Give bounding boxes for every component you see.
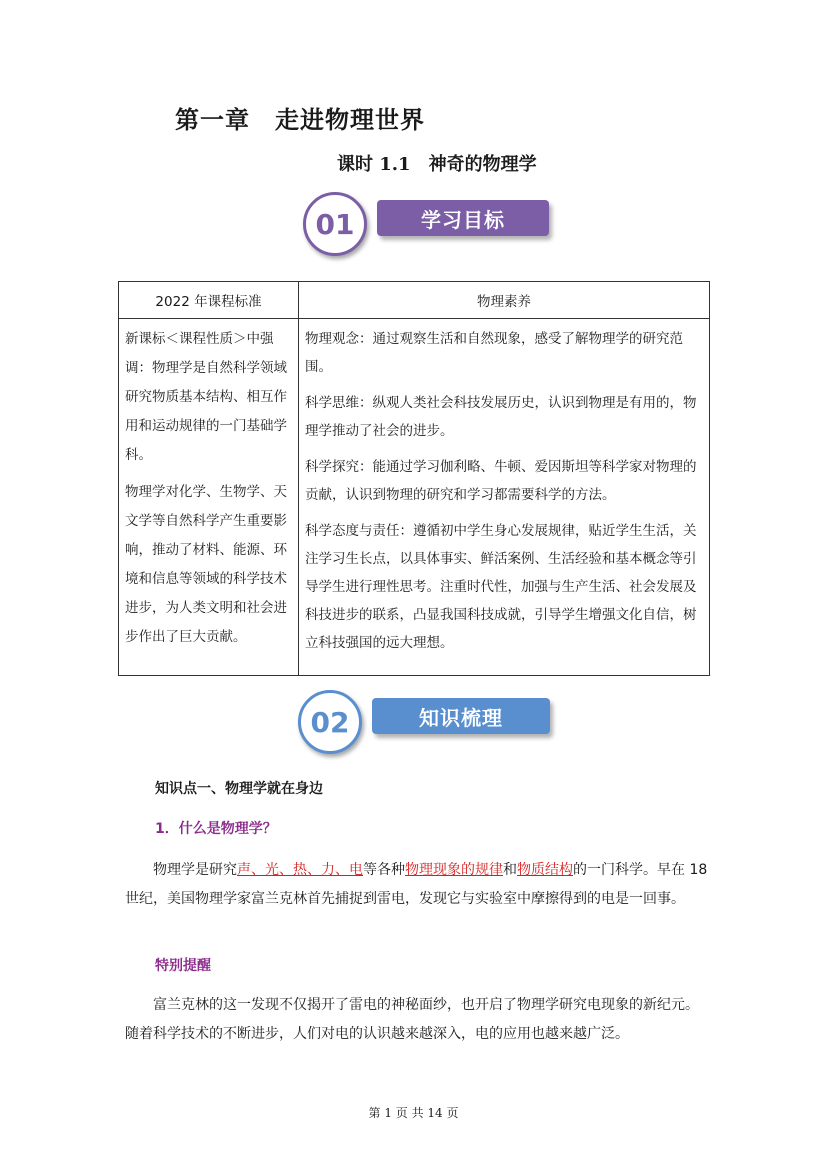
section-label: 知识梳理	[372, 698, 550, 734]
section-number-badge: 02	[298, 690, 362, 754]
standard-paragraph: 物理学对化学、生物学、天文学等自然科学产生重要影响，推动了材料、能源、环境和信息等领域的科学技术进步，为人类文明和社会进步作出了巨大贡献。	[125, 484, 287, 645]
text-run: 等各种	[363, 862, 405, 878]
section-banner-knowledge	[298, 690, 556, 754]
table-header-standard: 2022 年课程标准	[119, 282, 299, 319]
text-run: 的一门科学。早在 18 世纪，美国物理学家富兰克林首先捕捉到雷电，发现它与实验室中摩擦得到的电是一回事。	[125, 862, 708, 907]
section-label: 学习目标	[377, 200, 549, 236]
text-run: 和	[503, 862, 517, 878]
literacy-paragraph: 科学探究：能通过学习伽利略、牛顿、爱因斯坦等科学家对物理的贡献，认识到物理的研究和学习都需要科学的方法。	[305, 459, 697, 503]
curriculum-table	[118, 281, 710, 676]
literacy-paragraph: 物理观念：通过观察生活和自然现象，感受了解物理学的研究范围。	[305, 331, 683, 375]
highlighted-term: 物理现象的规律	[405, 862, 503, 878]
special-tip-label: 特别提醒	[155, 958, 211, 974]
highlighted-term: 物质结构	[517, 862, 573, 878]
knowledge-subheading: 1．什么是物理学？	[155, 821, 277, 837]
standard-paragraph: 新课标＜课程性质＞中强调：物理学是自然科学领域研究物质基本结构、相互作用和运动规律的一门基础学科。	[125, 331, 287, 463]
page-footer: 第 1 页 共 14 页	[368, 1106, 459, 1120]
table-header-row	[119, 282, 710, 319]
literacy-paragraph: 科学思维：纵观人类社会科技发展历史，认识到物理是有用的，物理学推动了社会的进步。	[305, 395, 697, 439]
chapter-title: 第一章 走进物理世界	[175, 105, 425, 134]
table-header-literacy: 物理素养	[299, 282, 710, 319]
knowledge-point-heading: 知识点一、物理学就在身边	[155, 781, 323, 797]
literacy-paragraph: 科学态度与责任：遵循初中学生身心发展规律，贴近学生生活，关注学习生长点，以具体事实、鲜活案例、生活经验和基本概念等引导学生进行理性思考。注重时代性，加强与生产生活、社会发展及科技进步的联系，凸显我国科技成就，引导学生增强文化自信，树立科技强国的远大理想。	[305, 523, 697, 651]
knowledge-paragraph	[125, 856, 710, 914]
section-number-badge: 01	[303, 192, 367, 256]
literacy-cell	[299, 319, 710, 676]
highlighted-term: 声、光、热、力、电	[237, 862, 363, 878]
lesson-title: 课时 1.1 神奇的物理学	[337, 154, 537, 175]
standard-cell	[119, 319, 299, 676]
table-row	[119, 319, 710, 676]
section-banner-learning-goals	[303, 192, 553, 256]
text-run: 物理学是研究	[153, 862, 237, 878]
tip-paragraph: 富兰克林的这一发现不仅揭开了雷电的神秘面纱，也开启了物理学研究电现象的新纪元。随着科学技术的不断进步，人们对电的认识越来越深入，电的应用也越来越广泛。	[125, 997, 699, 1042]
